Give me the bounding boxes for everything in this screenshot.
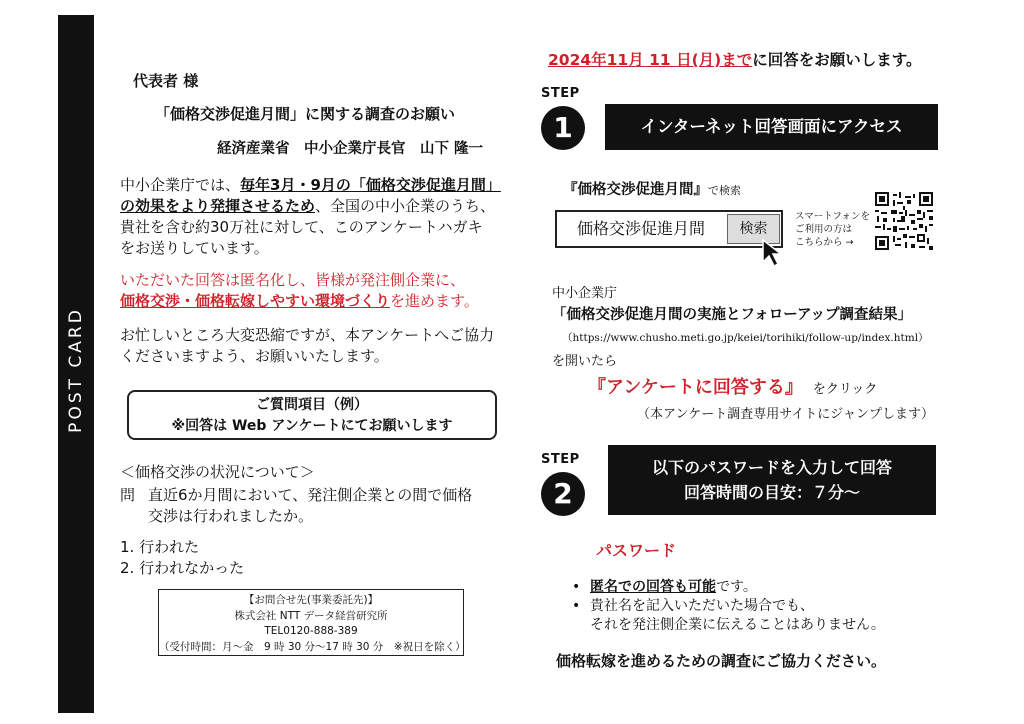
answer-option-2: 2. 行われなかった [120,559,245,577]
smartphone-note [795,210,870,249]
search-hint-keyword: 『価格交渉促進月間』 [563,182,708,198]
step1-label: STEP [541,86,580,101]
deadline-date: 2024年11月 11 日(月)まで [548,51,753,69]
intro-paragraph [120,175,520,259]
survey-link[interactable]: 『アンケートに回答する』 [588,377,803,398]
step2-bar [608,445,936,515]
intro-text-3: 貴社を含む約30万社に対して、このアンケートハガキ [120,218,483,236]
password-label: パスワード [596,541,677,560]
click-text: をクリック [812,382,878,397]
url-text[interactable]: （https://www.chusho.meti.go.jp/keiei/torihiki/follow-up/index.html） [562,332,929,344]
open-text: を開いたら [552,354,618,369]
deadline-text: に回答をお願いします。 [752,51,922,69]
contact-tel: TEL0120-888-389 [264,625,358,637]
contact-box [158,589,464,656]
question-line-2: 交渉は行われましたか。 [148,507,314,525]
smartphone-line-3: こちらから → [795,237,854,248]
question-line-1: 直近6か月間において、発注側企業との間で価格 [148,486,473,504]
intro-emphasis-2: の効果をより発揮させるため [120,197,316,215]
step2-bar-line-2: 回答時間の目安：７分～ [683,483,860,502]
note-anonymous [568,578,948,597]
note-anonymous-emphasis: 匿名での回答も可能 [590,579,716,595]
sender: 経済産業省 中小企業庁長官 山下 隆一 [217,141,484,157]
request-text-2: くださいますよう、お願いいたします。 [120,347,389,365]
question-text [148,485,518,527]
anonymity-text-2: を進めます。 [390,292,479,310]
survey-link-line [588,373,877,399]
request-paragraph [120,325,520,367]
question-box-title: ご質問項目（例） [256,397,368,413]
document-title: 「価格交渉促進月間」に関する調査のお願い [155,105,456,123]
closing-message: 価格転嫁を進めるための調査にご協力ください。 [556,652,887,670]
note-anonymous-text: です。 [716,579,757,595]
anonymity-paragraph [120,270,520,312]
search-hint [563,178,741,199]
intro-text-4: をお送りしています。 [120,239,269,257]
note-company-line-2: それを発注側企業に伝えることはありません。 [590,617,885,633]
anonymity-text: いただいた回答は匿名化し、皆様が発注側企業に、 [120,271,466,289]
jump-note: （本アンケート調査専用サイトにジャンプします） [637,407,935,422]
note-company-name [568,597,948,635]
contact-title: 【お問合せ先(事業委託先)】 [243,594,379,606]
section-heading: ＜価格交渉の状況について＞ [120,463,315,481]
step1-bar: インターネット回答画面にアクセス [605,104,938,150]
question-mark: 問 [120,486,136,504]
step2-bar-line-1: 以下のパスワードを入力して回答 [651,458,892,477]
deadline [548,48,922,70]
agency-name: 中小企業庁 [552,286,618,301]
addressee: 代表者 様 [133,72,199,90]
page-title-link: 「価格交渉促進月間の実施とフォローアップ調査結果」 [552,307,913,323]
step2-number: 2 [541,472,585,516]
question-items-box [127,390,497,440]
notes-list [568,578,948,635]
search-button[interactable]: 検索 [727,214,780,244]
smartphone-line-2: ご利用の方は [795,224,853,235]
post-card-label: POST CARD [66,307,86,433]
contact-hours: （受付時間：月～金 9 時 30 分～17 時 30 分 ※祝日を除く） [159,640,466,653]
cursor-icon [760,238,786,268]
step2-label: STEP [541,452,580,467]
step1-number: 1 [541,106,585,150]
intro-emphasis: 毎年3月・9月の「価格交渉促進月間」 [240,176,501,194]
search-input[interactable]: 価格交渉促進月間 [576,219,705,238]
note-company-line-1: • 貴社名を記入いただいた場合でも、 [590,598,814,614]
smartphone-line-1: スマートフォンを [795,211,871,222]
intro-text: 中小企業庁では、 [120,176,241,194]
answer-option-1: 1. 行われた [120,538,200,556]
intro-text-2: 、全国の中小企業のうち、 [315,197,496,215]
request-text: お忙しいところ大変恐縮ですが、本アンケートへご協力 [120,326,495,344]
anonymity-emphasis: 価格交渉・価格転嫁しやすい環境づくり [120,292,391,310]
question-box-note: ※回答は Web アンケートにてお願いします [171,418,453,434]
search-hint-text: で検索 [708,184,741,197]
qr-code-icon[interactable] [875,192,933,250]
contact-company: 株式会社 NTT データ経営研究所 [234,609,388,622]
